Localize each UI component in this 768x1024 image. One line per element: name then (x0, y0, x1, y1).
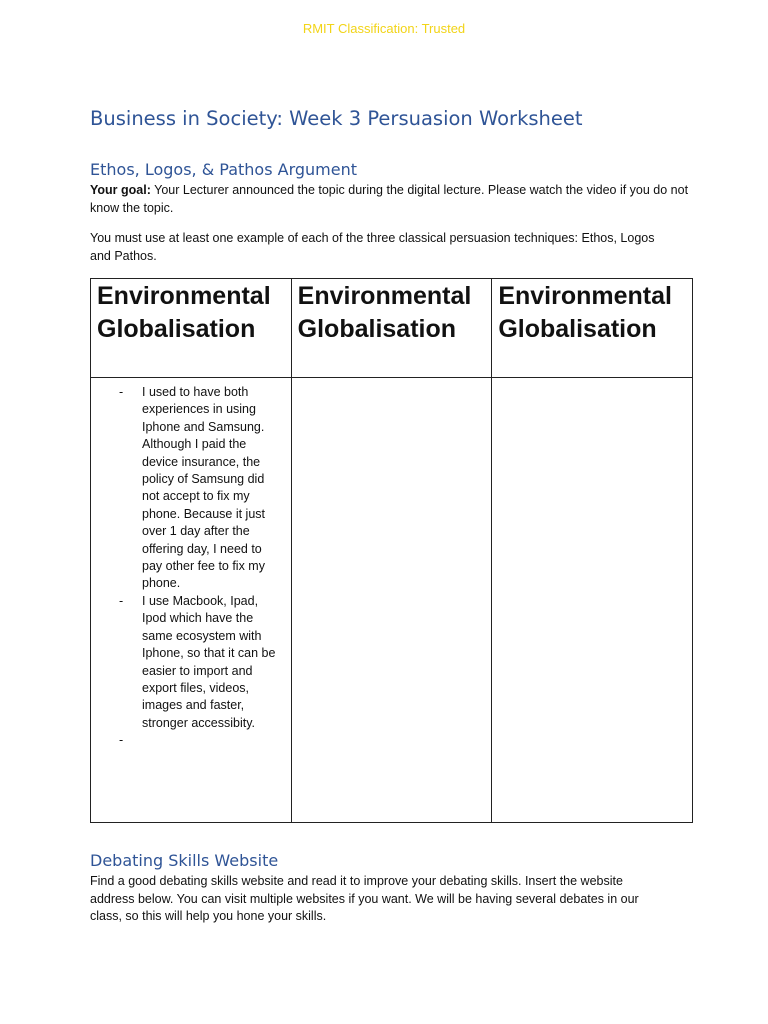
table-header-row (91, 279, 693, 378)
list-item (91, 384, 291, 593)
section-heading-debating: Debating Skills Website (90, 851, 279, 870)
instruction-paragraph: You must use at least one example of each of the three classical persuasion techniques: Ethos, Logos and Pathos. (90, 231, 655, 263)
document-title: Business in Society: Week 3 Persuasion Worksheet (90, 107, 583, 130)
goal-text: Your Lecturer announced the topic during the digital lecture. Please watch the video if you do not know the topic. (90, 183, 689, 215)
bullet-dash: - (119, 385, 124, 399)
classification-label: RMIT Classification: Trusted (302, 21, 466, 36)
list-item (91, 593, 291, 732)
section-heading-argument: Ethos, Logos, & Pathos Argument (90, 160, 357, 179)
table-header-cell: Environmental Globalisation (492, 279, 693, 378)
table-header-cell: Environmental Globalisation (91, 279, 292, 378)
table-cell-column-3[interactable] (492, 378, 693, 823)
list-item-text: I used to have both experiences in using Iphone and Samsung. Although I paid the device insurance, the policy of Samsung did not accept to fix my phone. Because it just over 1 day after the offering day, I need to pay other fee to fix my phone. (142, 385, 265, 591)
debating-paragraph: Find a good debating skills website and read it to improve your debating skills. Insert the website address below. You can visit multiple websites if you want. We will be having several debates in our class, so this will help you hone your skills. (90, 874, 639, 923)
argument-table (90, 278, 693, 823)
bullet-list (91, 378, 291, 748)
table-cell-column-1[interactable] (91, 378, 292, 823)
table-body-row (91, 378, 693, 823)
goal-paragraph (90, 182, 690, 217)
goal-label: Your goal: (90, 183, 151, 197)
table-cell-column-2[interactable] (291, 378, 492, 823)
list-item-text: I use Macbook, Ipad, Ipod which have the same ecosystem with Iphone, so that it can be easier to import and export files, videos, images and faster, stronger accessibity. (142, 593, 276, 730)
bullet-dash: - (119, 733, 124, 748)
bullet-dash: - (119, 593, 124, 608)
table-header-cell: Environmental Globalisation (291, 279, 492, 378)
